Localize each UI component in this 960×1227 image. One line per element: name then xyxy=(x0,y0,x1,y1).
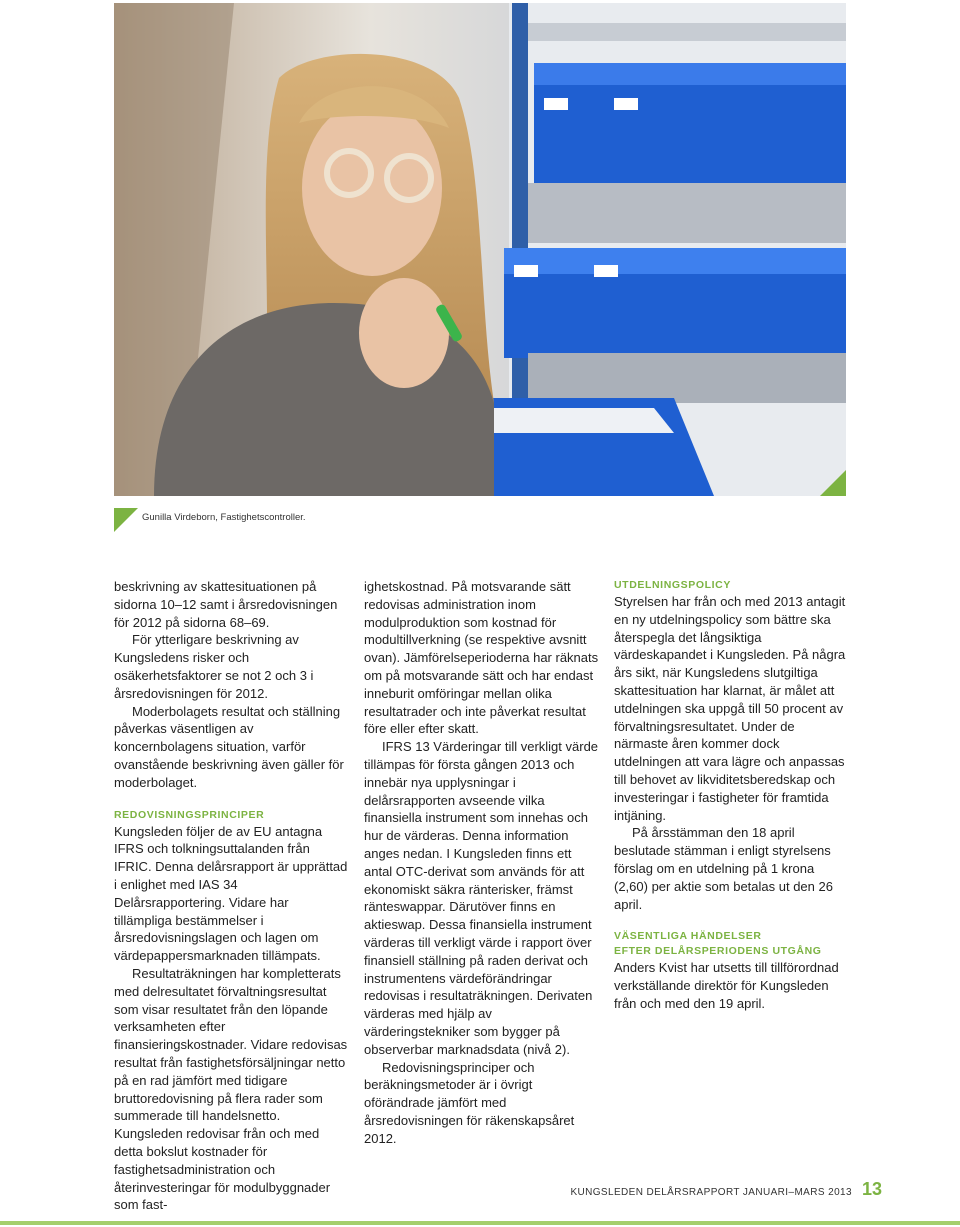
text-column-1 xyxy=(114,578,350,1214)
paragraph: Resultaträkningen har kompletterats med delresultatet förvaltningsresultat som visar resultatet från den löpande verksamheten efter finansieringskostnader. Vidare redovisas resultat från fastighetsförsäljningar netto på en rad jämfört med tidigare bruttoredovisning på flera rader som summerade till handelsnetto. Kungsleden redovisar från och med detta bokslut kostnader för fastighetsadministration och återinvesteringar för modulbyggnader som fast- xyxy=(114,965,348,1213)
paragraph: Moderbolagets resultat och ställning påverkas väsentligen av koncernbolagens situation, varför ovanstående beskrivning även gäller för moderbolaget. xyxy=(114,703,344,790)
photo-illustration xyxy=(114,3,846,496)
text-column-3 xyxy=(614,578,850,1013)
caption-marker-icon xyxy=(114,508,138,532)
section-heading-efter-delarsperioden: EFTER DELÅRSPERIODENS UTGÅNG xyxy=(614,945,822,958)
paragraph: beskrivning av skattesituationen på sidorna 10–12 samt i årsredovisningen för 2012 på sidorna 68–69. xyxy=(114,579,338,630)
photo-corner-accent xyxy=(820,470,846,496)
paragraph: Redovisningsprinciper och beräkningsmetoder är i övrigt oförändrade jämfört med årsredovisningen för räkenskapsåret 2012. xyxy=(364,1059,575,1146)
footer-title: KUNGSLEDEN DELÅRSRAPPORT JANUARI–MARS 2013 xyxy=(570,1187,852,1198)
bottom-rule xyxy=(0,1221,960,1225)
paragraph: På årsstämman den 18 april beslutade stämman i enligt styrelsens förslag om en utdelning på 1 krona (2,60) per aktie som betalas ut den 26 april. xyxy=(614,825,833,912)
section-heading-utdelningspolicy: UTDELNINGSPOLICY xyxy=(614,579,731,591)
paragraph: ighetskostnad. På motsvarande sätt redovisas administration inom modulproduktion som kostnad för modultillverkning (se respektive avsnitt ovan). Jämförelseperioderna har räknats om på motsvarande sätt och har endast inneburit omföringar mellan olika resultatrader och inte påverkat resultat före eller efter skatt. xyxy=(364,579,599,737)
page-footer xyxy=(570,1179,882,1200)
photo xyxy=(114,3,846,496)
paragraph: Styrelsen har från och med 2013 antagit en ny utdelningspolicy som bättre ska återspegla det långsiktiga värdeskapandet i Kungsleden. På några års sikt, när Kungsledens slutgiltiga skattesituation har klarnat, är målet att utdelningen ska uppgå till 50 procent av förvaltningsresultatet. Under de närmaste åren kommer dock utdelningen att vara lägre och anpassas till behovet av likviditetsberedskap och investeringar i fastigheter för framtida intjäning. xyxy=(614,594,846,823)
paragraph: För ytterligare beskrivning av Kungsledens risker och osäkerhetsfaktorer se not 2 och 3 i årsredovisningen för 2012. xyxy=(114,632,314,701)
section-heading-redovisningsprinciper: REDOVISNINGSPRINCIPER xyxy=(114,808,265,821)
page-number: 13 xyxy=(861,1179,882,1199)
photo-caption: Gunilla Virdeborn, Fastighetscontroller. xyxy=(142,512,306,523)
section-heading-vasentliga-handelser: VÄSENTLIGA HÄNDELSER xyxy=(614,930,762,943)
paragraph: Anders Kvist har utsetts till tillförordnad verkställande direktör för Kungsleden från och med den 19 april. xyxy=(614,960,839,1011)
paragraph: Kungsleden följer de av EU antagna IFRS och tolkningsuttalanden från IFRIC. Denna delårsrapport är upprättad i enlighet med IAS 34 Delårsrapportering. Vidare har tillämpliga bestämmelser i årsredovisningslagen och lagen om värdepappersmarknaden tillämpats. xyxy=(114,823,348,964)
paragraph: IFRS 13 Värderingar till verkligt värde tillämpas för första gången 2013 och innebär nya upplysningar i delårsrapporten avseende vilka finansiella instrument som innehas och hur de värderas. Denna information anges nedan. I Kungsleden finns ett antal OTC-derivat som används för att ekonomiskt säkra ränterisker, främst ränteswappar. Därutöver finns en aktieswap. Dessa finansiella instrument värderas till verkligt värde i rapport över finansiell ställning på raden derivat och instrumentens värdeförändringar redovisas i resultaträkningen. Derivaten värderas med hjälp av värderingstekniker som bygger på observerbar marknadsdata (nivå 2). xyxy=(364,739,599,1057)
text-column-2 xyxy=(364,578,600,1148)
